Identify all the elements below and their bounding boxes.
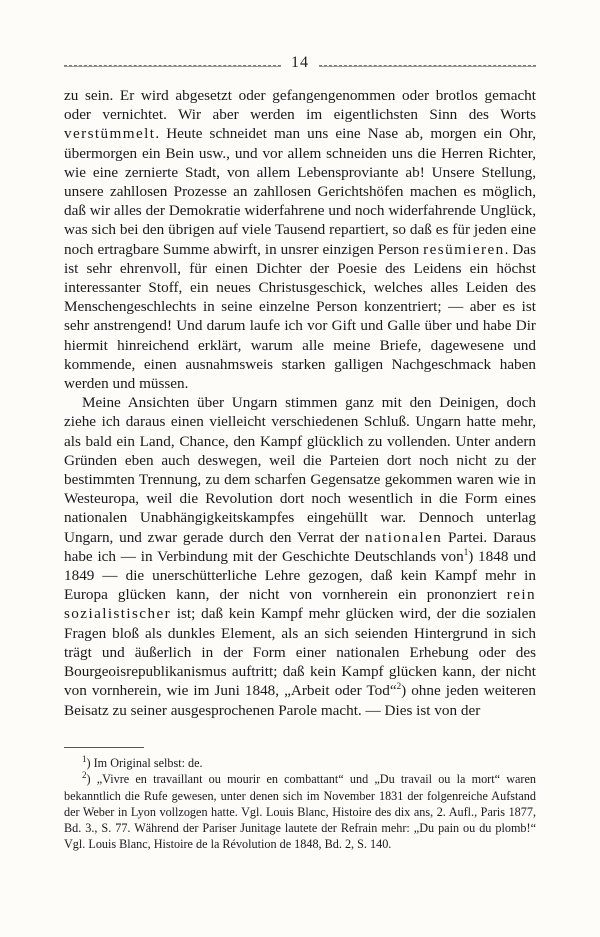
header-rule-right	[319, 65, 536, 67]
page-number: 14	[291, 54, 309, 71]
footnote-separator	[64, 747, 144, 748]
paragraph-2	[64, 393, 536, 719]
footnote-2	[64, 771, 536, 852]
text-run: . Heute schneidet man uns eine Nase ab, morgen ein Ohr, übermorgen ein Bein usw., und vor allem schneiden uns die Herren Richter, wie eine zernierte Stadt, von allem Lebensproviante ab! Unsere Stellung, unsere zahllosen Prozesse an zahllosen Gerichtshöfen machen es möglich, daß wir alles der Demokratie widerfahrene und noch widerfahrende Unglück, was sich bei den übrigen auf viele Tausend repartiert, so daß es für jeden eine noch ertragbare Summe abwirft, in unsrer einzigen Person	[64, 125, 536, 258]
footnote-marker: 2	[82, 770, 87, 781]
emphasis-text: nationalen	[364, 528, 443, 546]
footnotes	[64, 755, 536, 853]
text-run: ) 1848 und 1849 — die unerschütterliche Lehre gezogen, daß kein Kampf mehr in Europa glücken kann, der nicht von vornherein ein prononziert	[64, 547, 536, 604]
running-header	[64, 52, 536, 74]
text-run: ist; daß kein Kampf mehr glücken wird, der die sozialen Fragen bloß als dunkles Element, als an sich seienden Hintergrund in sich trägt und äußerlich in der Form einer nationalen Erhebung oder des Bourgeoisrepublikanismus auftritt; daß kein Kampf glücken kann, der nicht von vornherein, wie im Juni 1848, „Arbeit oder Tod“	[64, 605, 536, 700]
footnote-1	[64, 755, 536, 771]
text-run: . Das ist sehr ehrenvoll, für einen Dichter der Poesie des Leidens ein höchst interessanter Stoff, ein neues Christusgeschick, welches alles Leiden des Menschengeschlechts in seine einzelne Person konzentriert; — aber es ist sehr anstrengend! Und darum laufe ich vor Gift und Galle über und habe Dir hiermit hinreichend erklärt, warum alle meine Briefe, dagewesene und kommende, einen ausnahmsweis starken galligen Nachgeschmack haben werden und müssen.	[64, 240, 536, 393]
footnote-text: ) Im Original selbst: de.	[86, 756, 203, 770]
paragraph-1	[64, 86, 536, 393]
text-run: Meine Ansichten über Ungarn stimmen ganz mit den Deinigen, doch ziehe ich daraus einen vielleicht verschiedenen Schluß. Ungarn hatte mehr, als bald ein Land, Chance, den Kampf glücklich zu vollenden. Unter andern Gründen eben auch deswegen, weil die Parteien dort noch nicht zu der bestimmten Trennung, zu dem scharfen Gegensatze gekommen waren wie in Westeuropa, weil die Revolution dort noch wesentlich in die Form eines nationalen Unabhängigkeitskampfes eingehüllt war. Dennoch unterlag Ungarn, und zwar gerade durch den Verrat der	[64, 394, 536, 546]
emphasis-text: verstümmelt	[64, 125, 156, 143]
text-run: ) ohne jeden weiteren Beisatz zu seiner ausgesprochenen Parole macht. — Dies ist von der	[64, 682, 537, 719]
footnote-text: ) „Vivre en travaillant ou mourir en combattant“ und „Du travail ou la mort“ waren bekanntlich die Rufe gewesen, unter denen sich im November 1831 der folgenreiche Aufstand der Weber in Lyon vollzogen hatte. Vgl. Louis Blanc, Histoire des dix ans, 2. Aufl., Paris 1877, Bd. 3., S. 77. Während der Pariser Junitage lautete der Refrain mehr: „Du pain ou du plomb!“ Vgl. Louis Blanc, Histoire de la Révolution de 1848, Bd. 2, S. 140.	[64, 772, 536, 852]
footnote-marker: 1	[82, 753, 87, 764]
emphasis-text: rein sozialistischer	[64, 586, 536, 623]
body-text	[64, 86, 536, 720]
text-run: Partei. Daraus habe ich — in Verbindung mit der Geschichte Deutschlands von	[64, 528, 537, 565]
text-run: zu sein. Er wird abgesetzt oder gefangengenommen oder brotlos gemacht oder vernichtet. Wir aber werden im eigentlichsten Sinn des Worts	[64, 87, 536, 124]
footnote-ref-2[interactable]: 2	[396, 681, 402, 692]
header-rule-left	[64, 65, 281, 67]
footnote-ref-1[interactable]: 1	[463, 546, 469, 557]
emphasis-text: resümieren	[423, 240, 505, 258]
